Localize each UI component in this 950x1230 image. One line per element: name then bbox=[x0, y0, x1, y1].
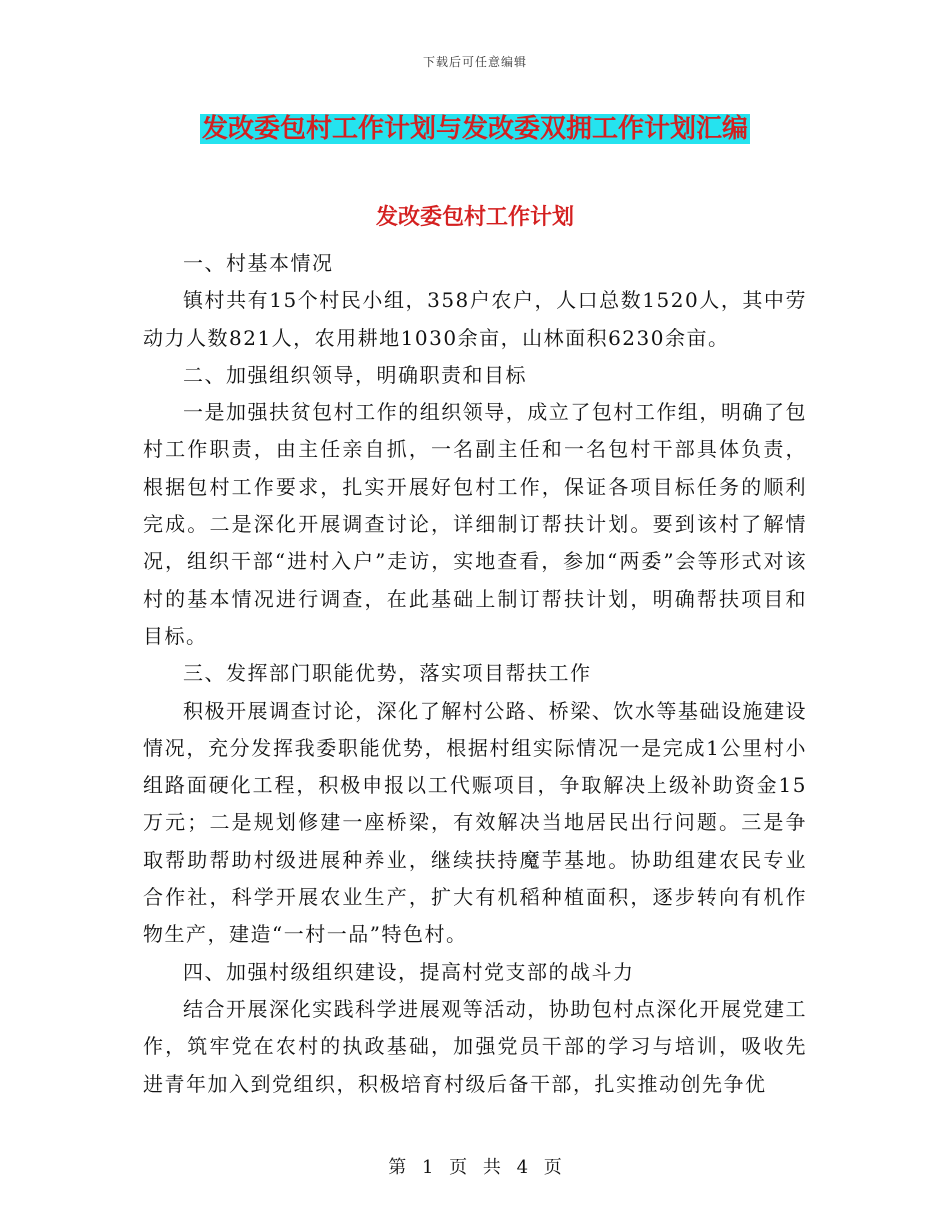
paragraph: 镇村共有15个村民小组，358户农户，人口总数1520人，其中劳动力人数821人，农用耕地1030余亩，山林面积6230余亩。 bbox=[143, 288, 807, 350]
total-pages-number: 4 bbox=[516, 1157, 529, 1178]
page-footer bbox=[0, 1153, 950, 1179]
paragraph-heading-1: 一、村基本情况 bbox=[183, 251, 334, 275]
current-page-number: 1 bbox=[421, 1157, 434, 1178]
paragraph: 积极开展调查讨论，深化了解村公路、桥梁、饮水等基础设施建设情况，充分发挥我委职能优势，根据村组实际情况一是完成1公里村小组路面硬化工程，积极申报以工代赈项目，争取解决上级补助资金15万元；二是规划修建一座桥梁，有效解决当地居民出行问题。三是争取帮助帮助村级进展种养业，继续扶持魔芋基地。协助组建农民专业合作社，科学开展农业生产，扩大有机稻种植面积，逐步转向有机作物生产，建造“一村一品”特色村。 bbox=[143, 698, 807, 947]
document-title bbox=[0, 112, 950, 146]
body-text bbox=[143, 245, 807, 1103]
section-title: 发改委包村工作计划 bbox=[375, 204, 574, 230]
page-label-mid-1: 页 bbox=[449, 1157, 468, 1178]
header-note: 下载后可任意编辑 bbox=[422, 55, 527, 69]
paragraph-heading-3: 三、发挥部门职能优势，落实项目帮扶工作 bbox=[183, 661, 592, 686]
paragraph-heading-2: 二、加强组织领导，明确职责和目标 bbox=[183, 362, 527, 387]
page-label-prefix: 第 bbox=[388, 1157, 407, 1178]
page-label-mid-2: 共 bbox=[482, 1157, 501, 1178]
paragraph: 结合开展深化实践科学进展观等活动，协助包村点深化开展党建工作，筑牢党在农村的执政基础，加强党员干部的学习与培训，吸收先进青年加入到党组织，积极培育村级后备干部，扎实推动创先争优 bbox=[143, 996, 807, 1096]
document-title-text: 发改委包村工作计划与发改委双拥工作计划汇编 bbox=[201, 114, 748, 144]
page-label-suffix: 页 bbox=[543, 1157, 562, 1178]
paragraph-heading-4: 四、加强村级组织建设，提高村党支部的战斗力 bbox=[183, 959, 635, 984]
paragraph: 一是加强扶贫包村工作的组织领导，成立了包村工作组，明确了包村工作职责，由主任亲自抓，一名副主任和一名包村干部具体负责，根据包村工作要求，扎实开展好包村工作，保证各项目标任务的顺利完成。二是深化开展调查讨论，详细制订帮扶计划。要到该村了解情况，组织干部“进村入户”走访，实地查看，参加“两委”会等形式对该村的基本情况进行调查，在此基础上制订帮扶计划，明确帮扶项目和目标。 bbox=[143, 400, 807, 648]
